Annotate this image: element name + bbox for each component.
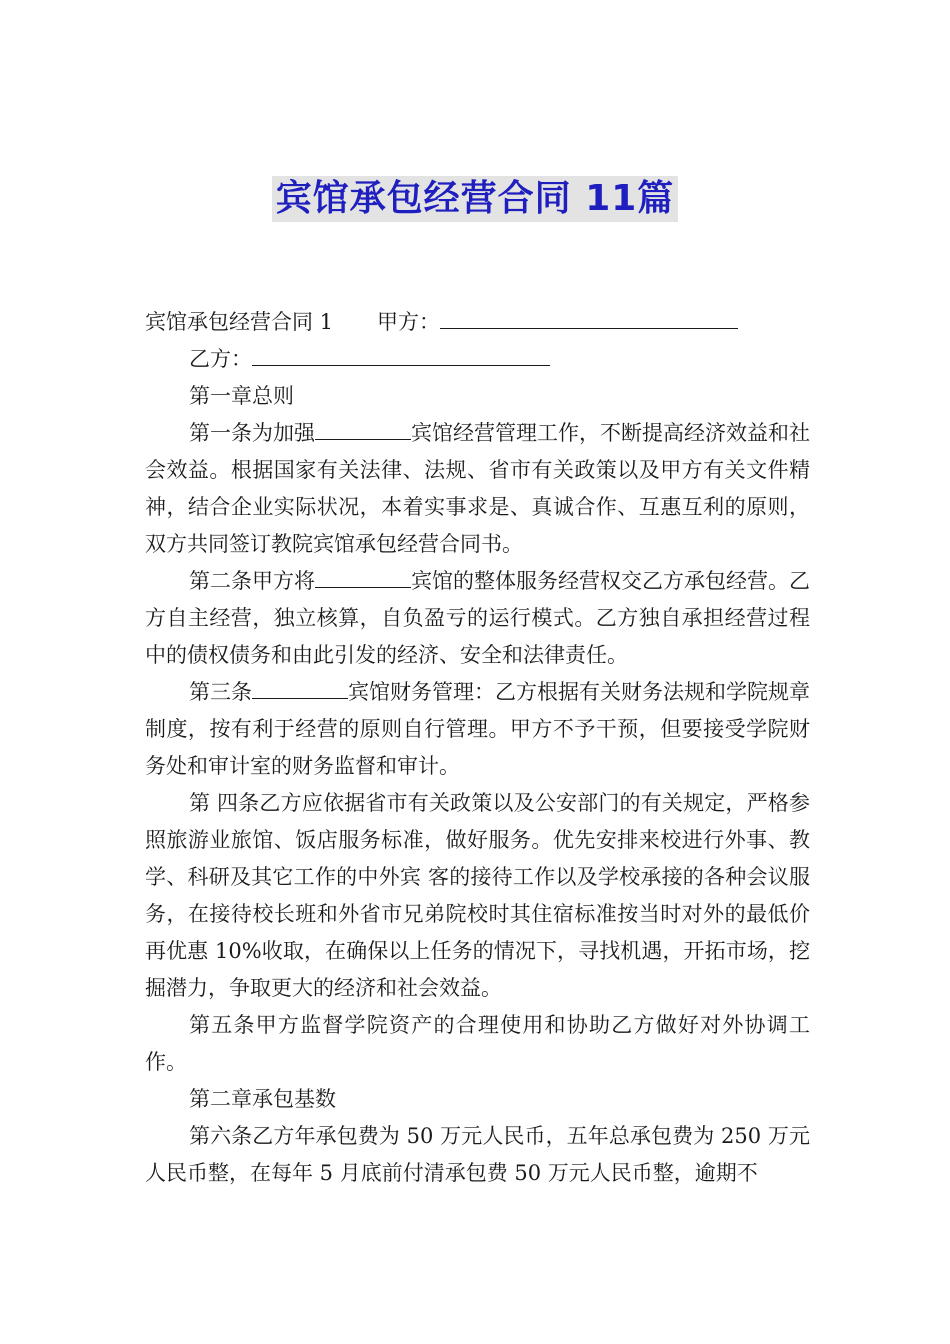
article-5: 第五条甲方监督学院资产的合理使用和协助乙方做好对外协调工作。 [145, 1013, 810, 1074]
contract-name: 宾馆承包经营合同 1 [145, 310, 334, 334]
party-b-label: 乙方： [189, 347, 252, 371]
article-2 [145, 563, 810, 674]
document-title: 宾馆承包经营合同 11篇 [272, 176, 679, 222]
article-1-text: 宾馆经营管理工作，不断提高经济效益和社会效益。根据国家有关法律、法规、省市有关政策以及甲方有关文件精神，结合企业实际状况，本着实事求是、真诚合作、互惠互利的原则，双方共同签订教院宾馆承包经营合同书。 [145, 421, 810, 556]
article-1-blank [315, 415, 411, 440]
article-1-lead: 第一条为加强 [189, 421, 315, 445]
chapter-2-heading: 第二章承包基数 [189, 1087, 336, 1111]
party-a-blank [440, 304, 738, 329]
party-a-label: 甲方： [377, 310, 441, 334]
article-4: 第 四条乙方应依据省市有关政策以及公安部门的有关规定，严格参照旅游业旅馆、饭店服务标准，做好服务。优先安排来校进行外事、教学、科研及其它工作的中外宾 客的接待工作以及学校承接的各种会议服务，在接待校长班和外省市兄弟院校时其住宿标准按当时对外的最低价再优惠 10%收取，在确保以上任务的情况下，寻找机遇，开拓市场，挖掘潜力，争取更大的经济和社会效益。 [145, 791, 810, 1000]
document-body [145, 304, 810, 1192]
article-3-lead: 第三条 [189, 680, 252, 704]
article-3-text: 宾馆财务管理：乙方根据有关财务法规和学院规章制度，按有利于经营的原则自行管理。甲方不予干预，但要接受学院财务处和审计室的财务监督和审计。 [145, 680, 810, 778]
article-2-blank [315, 563, 411, 588]
article-2-lead: 第二条甲方将 [189, 569, 315, 593]
chapter-1-heading: 第一章总则 [189, 384, 294, 408]
article-3 [145, 674, 810, 785]
heading-line [145, 304, 810, 341]
article-3-blank [252, 674, 348, 699]
party-b-blank [252, 341, 550, 366]
article-2-text: 宾馆的整体服务经营权交乙方承包经营。乙方自主经营，独立核算，自负盈亏的运行模式。乙方独自承担经营过程中的债权债务和由此引发的经济、安全和法律责任。 [145, 569, 810, 667]
title-area [0, 176, 950, 222]
article-6: 第六条乙方年承包费为 50 万元人民币，五年总承包费为 250 万元人民币整，在每年 5 月底前付清承包费 50 万元人民币整，逾期不 [145, 1124, 810, 1185]
article-1 [145, 415, 810, 563]
party-b-line [145, 341, 810, 378]
